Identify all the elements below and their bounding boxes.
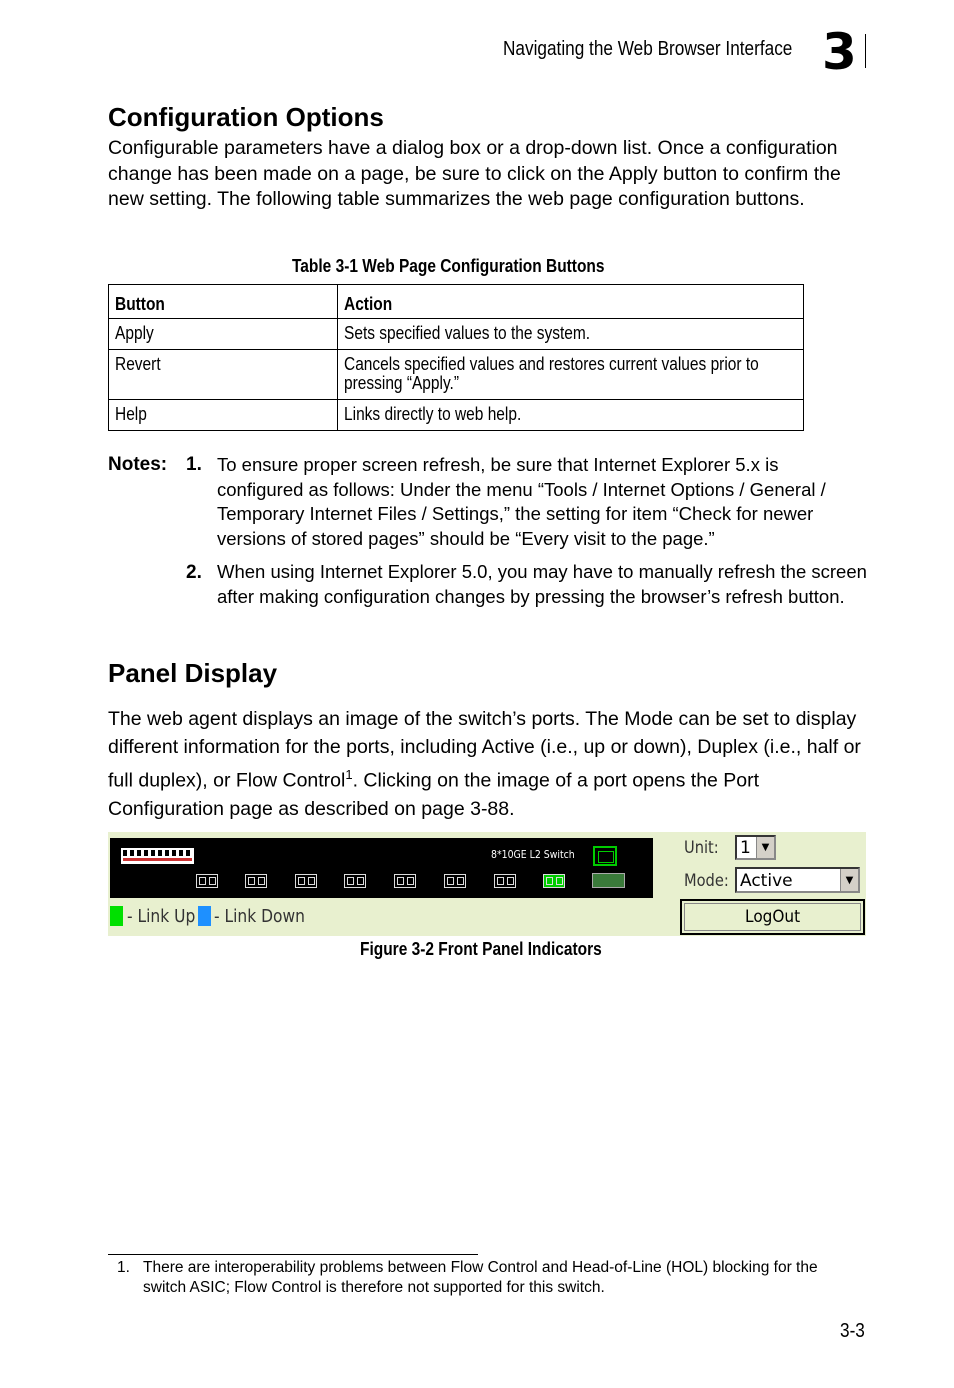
- link-up-color-swatch: [110, 906, 123, 926]
- footnote-number: 1.: [117, 1259, 130, 1276]
- panel-display-paragraph: The web agent displays an image of the switch’s ports. The Mode can be set to display different information for the ports, including Active (i.e., up or down), Duplex (i.e., half or full duplex), or Flow Control$^1$. Clicking on the image of a port opens the Port Configuration page as described on page 3-88.: [108, 708, 861, 820]
- port-4[interactable]: [344, 874, 366, 888]
- console-port-icon: [593, 846, 617, 866]
- chevron-down-icon[interactable]: ▼: [840, 869, 858, 891]
- port-2[interactable]: [245, 874, 267, 888]
- port-8[interactable]: [543, 874, 565, 888]
- chevron-down-icon[interactable]: ▼: [756, 837, 774, 858]
- section-heading-config-options: Configuration Options: [108, 102, 384, 132]
- table-cell-action: Sets specified values to the system.: [338, 319, 804, 350]
- table-cell-button: Revert: [109, 350, 338, 400]
- port-3[interactable]: [295, 874, 317, 888]
- switch-panel-image[interactable]: [110, 838, 653, 898]
- table-row: [109, 400, 804, 431]
- table-caption: Table 3-1 Web Page Configuration Buttons: [292, 256, 605, 276]
- section-heading-panel-display: Panel Display: [108, 658, 278, 688]
- port-5[interactable]: [394, 874, 416, 888]
- config-options-paragraph: Configurable parameters have a dialog box or a drop-down list. Once a configuration change has been made on a page, be sure to click on the Apply button to confirm the new setting. The following table summarizes the web page configuration buttons.: [108, 137, 841, 210]
- footnote-text: There are interoperability problems between Flow Control and Head-of-Line (HOL) blocking for the switch ASIC; Flow Control is therefore not supported for this switch.: [143, 1259, 818, 1296]
- note-number: 1.: [186, 454, 202, 475]
- table-row: [109, 319, 804, 350]
- switch-logo: [121, 848, 194, 864]
- mode-label: Mode:: [684, 871, 729, 891]
- port-1[interactable]: [196, 874, 218, 888]
- column-header-button: Button: [109, 285, 338, 319]
- unit-select-value: 1: [740, 838, 751, 858]
- port-7[interactable]: [494, 874, 516, 888]
- table-cell-action: Cancels specified values and restores current values prior to pressing “Apply.”: [338, 350, 804, 400]
- unit-label: Unit:: [684, 838, 719, 858]
- note-text: When using Internet Explorer 5.0, you may have to manually refresh the screen after making configuration changes by pressing the browser’s refresh button.: [217, 561, 867, 607]
- legend-link-down: - Link Down: [214, 906, 305, 927]
- mode-select-value: Active: [740, 871, 793, 891]
- column-header-action: Action: [338, 285, 804, 319]
- logout-button-label: LogOut: [744, 907, 801, 927]
- page-number: 3-3: [840, 1320, 865, 1342]
- figure-caption: Figure 3-2 Front Panel Indicators: [360, 939, 602, 959]
- mode-select[interactable]: [735, 867, 860, 893]
- footnote-reference[interactable]: 1: [345, 767, 353, 782]
- logout-button[interactable]: [680, 899, 865, 935]
- table-header-row: [109, 285, 804, 319]
- chapter-rule: [865, 34, 866, 68]
- note-number: 2.: [186, 562, 202, 583]
- table-row: [109, 350, 804, 400]
- config-buttons-table: [108, 284, 804, 431]
- port-6[interactable]: [444, 874, 466, 888]
- chapter-number: 3: [822, 23, 857, 81]
- footnote-rule: [108, 1254, 478, 1255]
- unit-select[interactable]: [735, 835, 776, 860]
- notes-label: Notes:: [108, 454, 168, 475]
- note-text: To ensure proper screen refresh, be sure that Internet Explorer 5.x is configured as follows: Under the menu “Tools / Internet Options / General / Temporary Internet Files / Settings,” the setting for item “Check for newer versions of stored pages” should be “Every visit to the page.”: [217, 454, 826, 549]
- table-cell-button: Apply: [109, 319, 338, 350]
- switch-model-label: 8*10GE L2 Switch: [491, 848, 575, 861]
- link-down-color-swatch: [198, 906, 211, 926]
- status-led-icon: [592, 873, 625, 888]
- running-header: Navigating the Web Browser Interface: [503, 38, 793, 60]
- legend-link-up: - Link Up: [127, 906, 196, 927]
- table-cell-action: Links directly to web help.: [338, 400, 804, 431]
- table-cell-button: Help: [109, 400, 338, 431]
